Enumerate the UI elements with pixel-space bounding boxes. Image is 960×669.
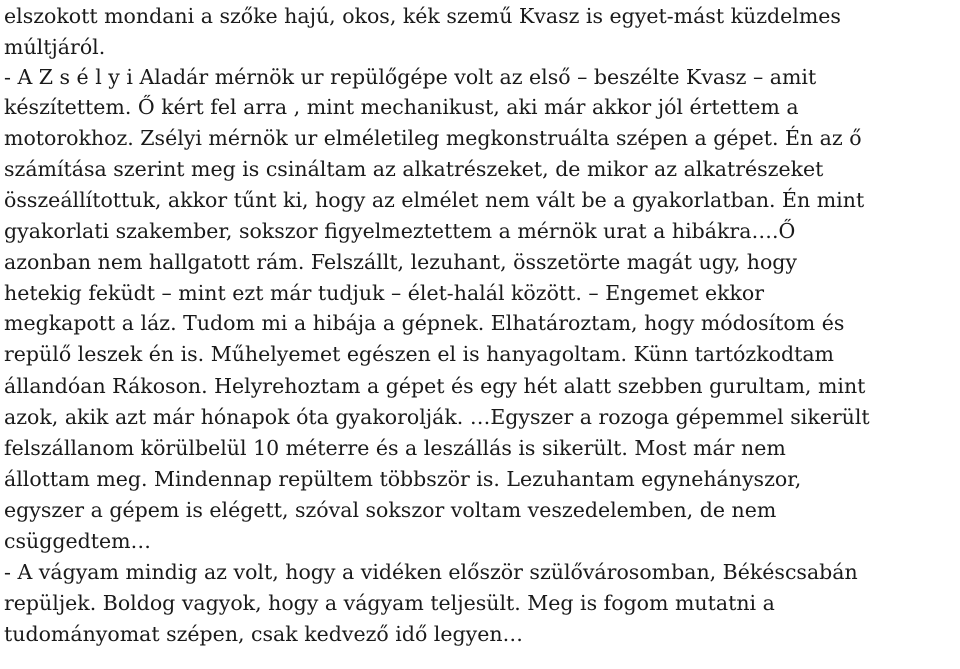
text-line: repüljek. Boldog vagyok, hogy a vágyam teljesült. Meg is fogom mutatni a xyxy=(4,591,775,615)
text-line: elszokott mondani a szőke hajú, okos, kék szemű Kvasz is egyet-mást küzdelmes xyxy=(4,4,841,28)
text-line: állottam meg. Mindennap repültem többször is. Lezuhantam egynehányszor, xyxy=(4,467,802,491)
text-line: csüggedtem… xyxy=(4,529,152,553)
text-line: gyakorlati szakember, sokszor figyelmeztettem a mérnök urat a hibákra….Ő xyxy=(4,219,796,243)
text-line: állandóan Rákoson. Helyrehoztam a gépet és egy hét alatt szebben gurultam, mint xyxy=(4,374,866,398)
text-line: - A Z s é l y i Aladár mérnök ur repülőgépe volt az első – beszélte Kvasz – amit xyxy=(4,65,817,89)
text-line: repülő leszek én is. Műhelyemet egészen el is hanyagoltam. Künn tartózkodtam xyxy=(4,342,834,366)
text-line: azok, akik azt már hónapok óta gyakorolják. …Egyszer a rozoga gépemmel sikerült xyxy=(4,405,870,429)
text-line: készítettem. Ő kért fel arra , mint mechanikust, aki már akkor jól értettem a xyxy=(4,95,799,119)
text-line: múltjáról. xyxy=(4,35,106,59)
text-line: számítása szerint meg is csináltam az alkatrészeket, de mikor az alkatrészeket xyxy=(4,157,824,181)
text-line: felszállanom körülbelül 10 méterre és a leszállás is sikerült. Most már nem xyxy=(4,436,786,460)
text-line: azonban nem hallgatott rám. Felszállt, lezuhant, összetörte magát ugy, hogy xyxy=(4,250,797,274)
text-line: tudományomat szépen, csak kedvező idő legyen… xyxy=(4,622,524,646)
text-line: egyszer a gépem is elégett, szóval sokszor voltam veszedelemben, de nem xyxy=(4,498,777,522)
text-line: motorokhoz. Zsélyi mérnök ur elméletileg megkonstruálta szépen a gépet. Én az ő xyxy=(4,126,862,150)
text-line: összeállítottuk, akkor tűnt ki, hogy az elmélet nem vált be a gyakorlatban. Én mint xyxy=(4,188,865,212)
text-line: - A vágyam mindig az volt, hogy a vidéken először szülővárosomban, Békéscsabán xyxy=(4,560,858,584)
text-line: megkapott a láz. Tudom mi a hibája a gépnek. Elhatároztam, hogy módosítom és xyxy=(4,311,845,335)
text-line: hetekig feküdt – mint ezt már tudjuk – élet-halál között. – Engemet ekkor xyxy=(4,281,765,305)
